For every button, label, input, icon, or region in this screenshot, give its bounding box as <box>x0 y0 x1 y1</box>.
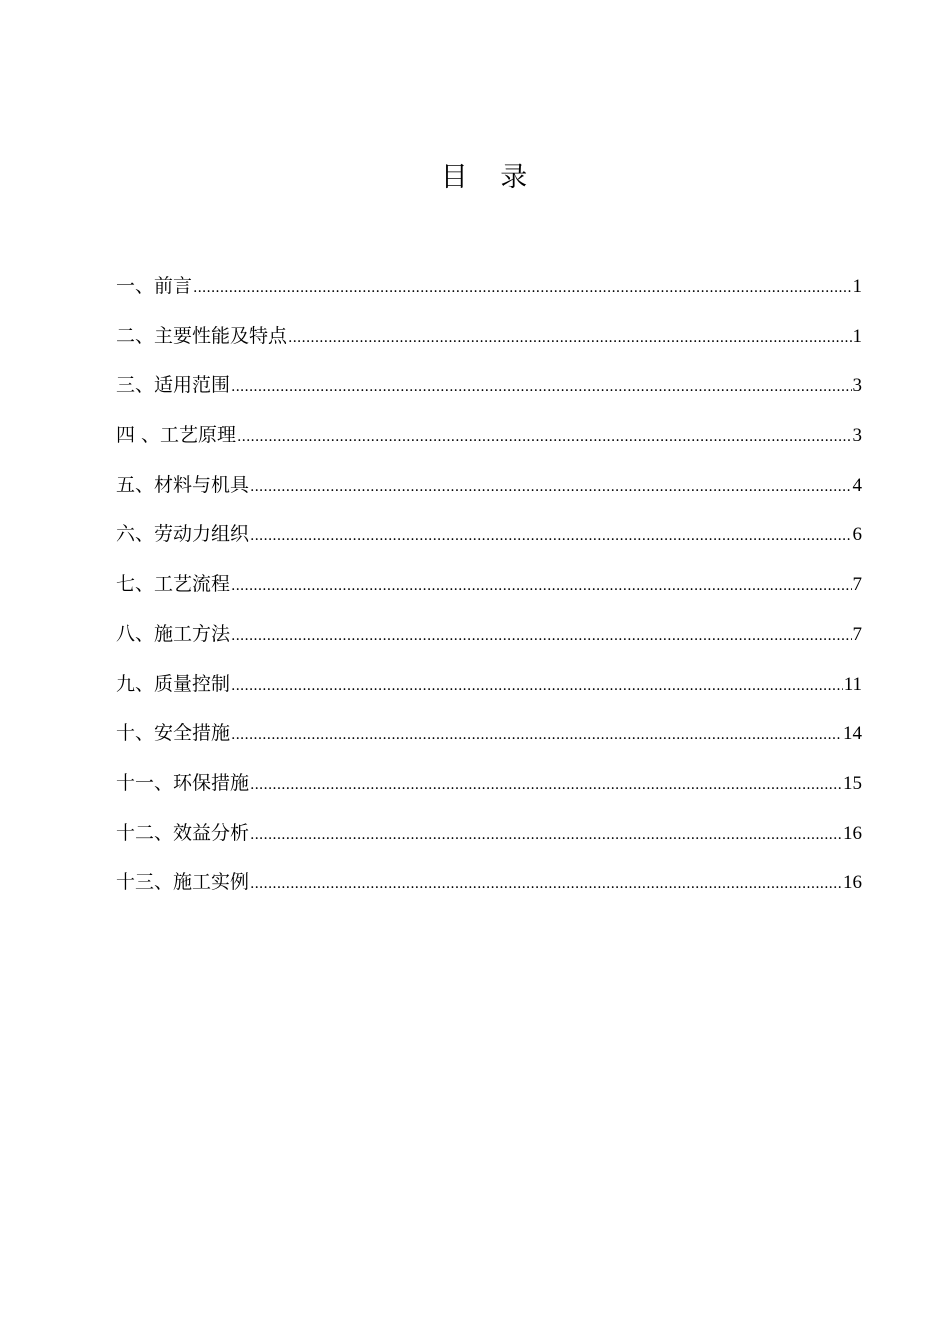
toc-dot-leader <box>250 516 851 556</box>
toc-entry-page: 7 <box>852 623 862 645</box>
toc-entry-label: 十二、效益分析 <box>116 821 250 844</box>
toc-entry-label: 二、主要性能及特点 <box>116 324 288 347</box>
toc-entry[interactable] <box>116 266 862 316</box>
toc-entry-label: 六、劳动力组织 <box>116 523 250 546</box>
toc-entry-page: 14 <box>843 723 862 745</box>
toc-entry[interactable] <box>116 614 862 664</box>
toc-entry[interactable] <box>116 862 862 912</box>
toc-entry[interactable] <box>116 415 862 465</box>
toc-dot-leader <box>231 616 851 656</box>
toc-entry-page: 1 <box>852 325 862 347</box>
toc-dot-leader <box>250 815 842 855</box>
toc-entry-label: 三、适用范围 <box>116 374 231 397</box>
toc-entry[interactable] <box>116 465 862 515</box>
toc-entry-label: 十一、环保措施 <box>116 771 250 794</box>
toc-dot-leader <box>250 467 851 507</box>
toc-dot-leader <box>231 566 851 606</box>
toc-list <box>116 266 862 912</box>
toc-dot-leader <box>231 367 851 407</box>
toc-dot-leader <box>288 318 851 358</box>
toc-entry-page: 7 <box>852 574 862 596</box>
toc-entry-page: 6 <box>852 524 862 546</box>
toc-entry-label: 八、施工方法 <box>116 622 231 645</box>
toc-entry-page: 3 <box>852 425 862 447</box>
toc-entry-page: 15 <box>843 772 862 794</box>
toc-entry-label: 四 、工艺原理 <box>116 424 237 447</box>
toc-entry[interactable] <box>116 813 862 863</box>
toc-entry-label: 九、质量控制 <box>116 672 231 695</box>
toc-entry[interactable] <box>116 365 862 415</box>
toc-entry[interactable] <box>116 713 862 763</box>
toc-entry-page: 16 <box>843 872 862 894</box>
toc-entry[interactable] <box>116 664 862 714</box>
toc-entry-label: 一、前言 <box>116 275 193 297</box>
toc-dot-leader <box>231 715 842 755</box>
toc-dot-leader <box>250 765 842 805</box>
toc-entry-page: 16 <box>843 822 862 844</box>
toc-entry-page: 3 <box>852 375 862 397</box>
toc-entry-label: 十三、施工实例 <box>116 871 250 894</box>
toc-entry-page: 1 <box>852 276 862 297</box>
toc-entry-label: 七、工艺流程 <box>116 573 231 596</box>
toc-dot-leader <box>231 666 843 706</box>
toc-entry-label: 十、安全措施 <box>116 722 231 745</box>
toc-title: 目 录 <box>440 162 540 193</box>
toc-dot-leader <box>250 864 842 904</box>
toc-dot-leader <box>237 417 851 457</box>
toc-entry[interactable] <box>116 564 862 614</box>
toc-entry-label: 五、材料与机具 <box>116 473 250 496</box>
toc-entry[interactable] <box>116 514 862 564</box>
toc-entry[interactable] <box>116 763 862 813</box>
toc-entry-page: 11 <box>843 673 862 695</box>
toc-dot-leader <box>193 268 851 308</box>
toc-entry[interactable] <box>116 316 862 366</box>
toc-entry-page: 4 <box>852 474 862 496</box>
